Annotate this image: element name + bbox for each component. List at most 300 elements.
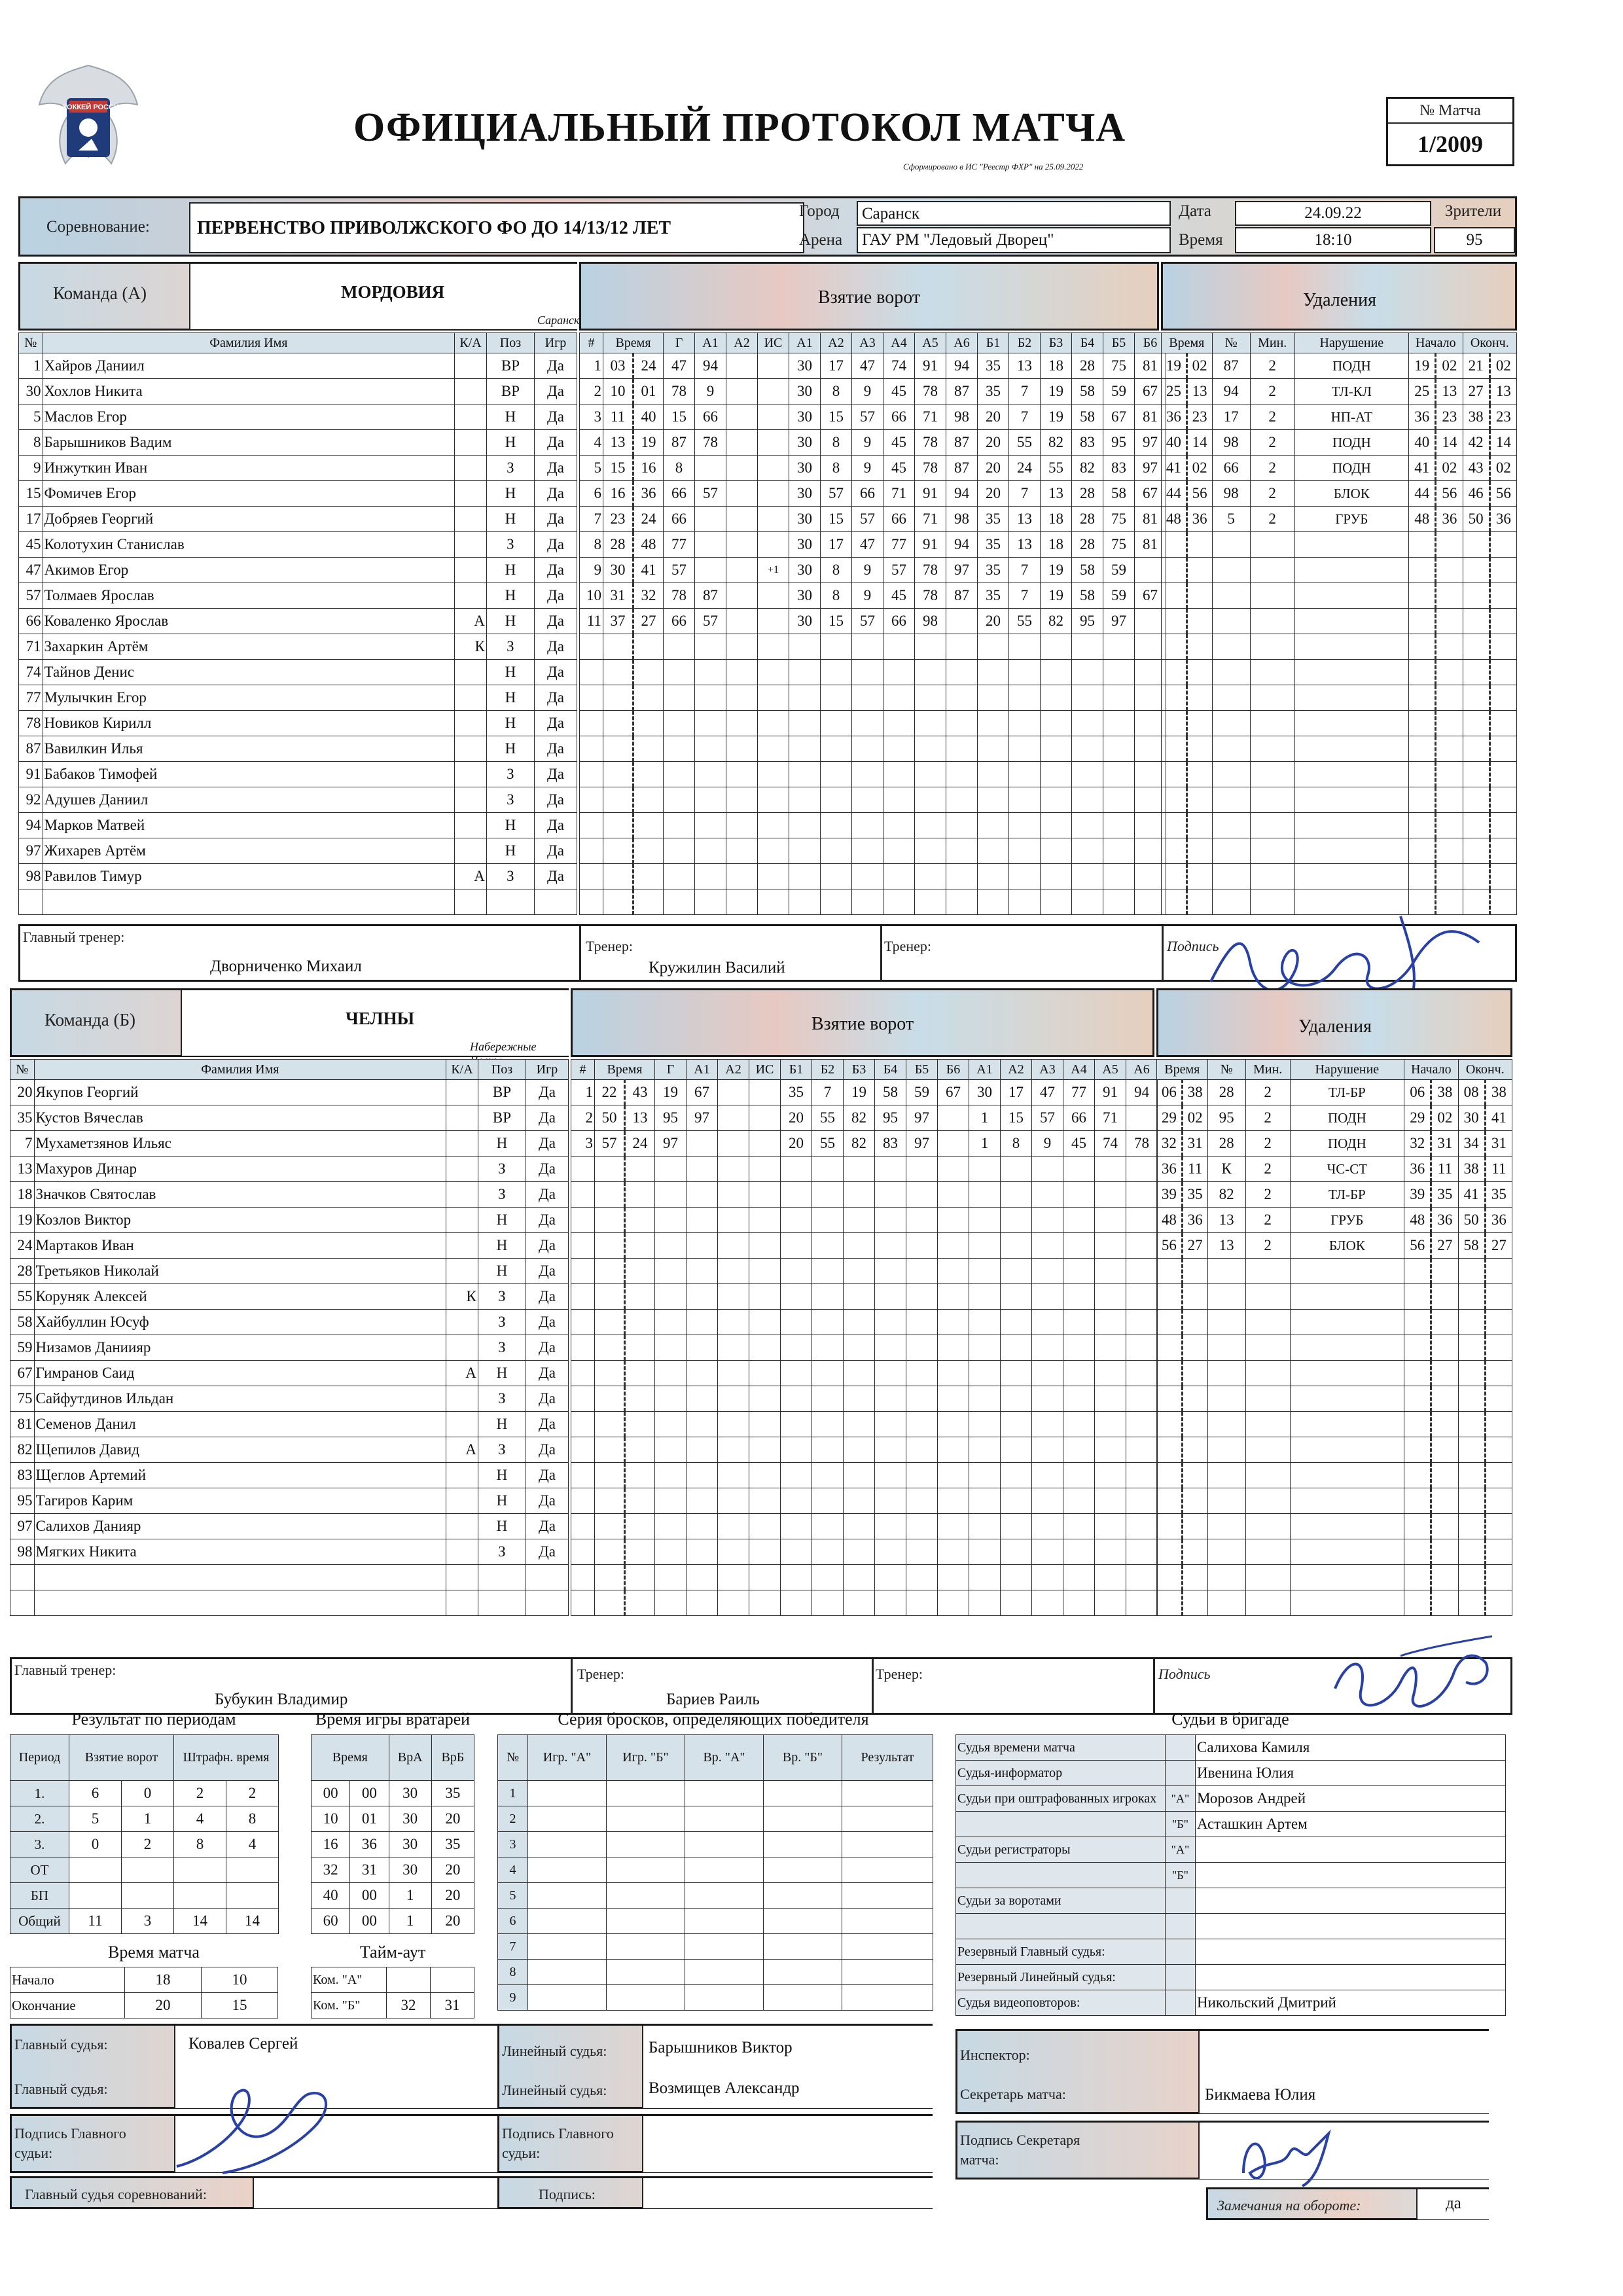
shootout-header-cell: Вр. "Б" (764, 1735, 842, 1781)
goalie-header-cell: ВрА (389, 1735, 431, 1781)
goal-cell (852, 813, 883, 838)
period-value: 2 (226, 1781, 279, 1806)
goal-cell (695, 456, 726, 481)
table-row (1157, 1259, 1512, 1284)
goal-cell (664, 838, 695, 864)
goal-cell (906, 1284, 938, 1310)
goal-cell (1095, 1284, 1126, 1310)
goal-cell (758, 430, 789, 456)
pen-time-min: 19 (1162, 353, 1187, 379)
goal-cell: 98 (915, 609, 946, 634)
goal-cell: 81 (1135, 532, 1166, 558)
pen-start-sec (1431, 1310, 1458, 1335)
shootout-cell (764, 1806, 842, 1832)
player-played: Да (534, 507, 577, 532)
pen-infraction (1290, 1386, 1404, 1412)
player-played (526, 1590, 568, 1616)
goal-cell (687, 1208, 718, 1233)
player-position: З (478, 1284, 526, 1310)
goal-cell (844, 1488, 875, 1514)
pen-time-sec: 02 (1186, 456, 1212, 481)
pen-start-min: 19 (1409, 353, 1436, 379)
pen-time-min (1162, 583, 1187, 609)
table-row (10, 1284, 569, 1310)
player-position: З (478, 1437, 526, 1463)
shootout-cell (842, 1909, 933, 1934)
goal-cell (695, 787, 726, 813)
pen-infraction (1290, 1335, 1404, 1361)
goal-cell (1041, 813, 1072, 838)
goal-cell: 67 (687, 1080, 718, 1105)
pen-start-sec (1431, 1488, 1458, 1514)
period-value: 5 (69, 1806, 122, 1832)
pen-player: 98 (1212, 481, 1250, 507)
goal-cell (938, 1463, 969, 1488)
goal-number: 8 (580, 532, 603, 558)
goal-cell (875, 1157, 906, 1182)
pen-player (1212, 711, 1250, 736)
goal-cell: 95 (875, 1105, 906, 1131)
goal-cell: 78 (664, 583, 695, 609)
goal-time (633, 736, 664, 762)
player-role (455, 813, 487, 838)
goal-number (571, 1335, 595, 1361)
timeout-b-label: Ком. "Б" (312, 1993, 387, 2018)
team-a-band (18, 262, 580, 331)
goal-number (571, 1361, 595, 1386)
pen-end-sec (1485, 1335, 1512, 1361)
team-a-name: МОРДОВИЯ (341, 282, 445, 302)
goal-cell (1126, 1565, 1158, 1590)
player-position: Н (486, 481, 534, 507)
table-row (580, 838, 1166, 864)
player-number: 5 (19, 404, 43, 430)
goal-cell (695, 685, 726, 711)
goal-cell (687, 1182, 718, 1208)
table-row (1162, 685, 1517, 711)
goal-cell (915, 685, 946, 711)
pen-start-sec: 02 (1436, 456, 1463, 481)
player-role (455, 711, 487, 736)
goal-cell (1095, 1539, 1126, 1565)
goal-cell (883, 685, 915, 711)
player-name: Захаркин Артём (43, 634, 455, 660)
player-number: 92 (19, 787, 43, 813)
player-played: Да (526, 1131, 568, 1157)
table-row (19, 532, 577, 558)
table-row (571, 1488, 1158, 1514)
goal-cell (655, 1182, 687, 1208)
pen-time-sec (1186, 864, 1212, 889)
table-row (312, 1857, 474, 1883)
goal-cell (875, 1386, 906, 1412)
goal-cell (1009, 838, 1041, 864)
pen-minutes (1250, 711, 1294, 736)
pen-player: 28 (1207, 1131, 1245, 1157)
pen-end-min: 30 (1458, 1105, 1485, 1131)
pen-end-sec (1489, 762, 1516, 787)
goals-header-cell: ИС (749, 1060, 781, 1080)
player-played: Да (526, 1259, 568, 1284)
secretary-signature (1230, 2121, 1348, 2193)
goal-cell: 47 (664, 353, 695, 379)
goal-cell (1032, 1590, 1063, 1616)
goal-cell (1009, 685, 1041, 711)
pen-time-min (1162, 838, 1187, 864)
goal-time: 30 (603, 558, 633, 583)
goal-time: 24 (633, 507, 664, 532)
goal-cell (1072, 762, 1103, 787)
goal-cell (1001, 1463, 1032, 1488)
goalie-time-value: 20 (431, 1857, 474, 1883)
pen-time-sec: 31 (1182, 1131, 1207, 1157)
table-row (19, 353, 577, 379)
table-row (1157, 1437, 1512, 1463)
period-name: 1. (10, 1781, 69, 1806)
table-row (580, 456, 1166, 481)
goal-time (625, 1412, 655, 1437)
team-b-pen-label: Удаления (1298, 1016, 1372, 1037)
goal-cell (938, 1284, 969, 1310)
pen-start-sec (1431, 1361, 1458, 1386)
goals-header-cell: Б6 (1135, 333, 1166, 353)
pen-end-min: 58 (1458, 1233, 1485, 1259)
goal-cell (655, 1233, 687, 1259)
goal-cell: 57 (1032, 1105, 1063, 1131)
pen-end-min (1463, 736, 1489, 762)
goal-cell (978, 711, 1009, 736)
goals-header-cell: Г (664, 333, 695, 353)
goal-cell (789, 889, 821, 915)
table-row (10, 1590, 569, 1616)
player-role (446, 1386, 478, 1412)
pen-end-min (1458, 1310, 1485, 1335)
pen-end-sec: 36 (1485, 1208, 1512, 1233)
goal-cell (758, 583, 789, 609)
goal-cell (758, 889, 789, 915)
pen-start-sec: 36 (1431, 1208, 1458, 1233)
goal-cell: 9 (695, 379, 726, 404)
pen-end-min: 34 (1458, 1131, 1485, 1157)
player-played: Да (526, 1080, 568, 1105)
pen-infraction (1290, 1310, 1404, 1335)
goal-cell: 59 (1103, 583, 1135, 609)
goal-cell (758, 736, 789, 762)
goal-cell (875, 1335, 906, 1361)
pen-minutes (1245, 1539, 1290, 1565)
goal-cell (812, 1259, 844, 1284)
goal-cell (718, 1233, 749, 1259)
pen-end-sec (1489, 813, 1516, 838)
goal-cell (883, 787, 915, 813)
table-row (580, 634, 1166, 660)
pen-start-min (1409, 711, 1436, 736)
goal-cell: 97 (687, 1105, 718, 1131)
goalie-time-title: Время игры вратарей (315, 1710, 471, 1729)
goal-cell (978, 864, 1009, 889)
goal-cell: 17 (821, 532, 852, 558)
pen-time-min (1157, 1488, 1183, 1514)
player-played: Да (526, 1386, 568, 1412)
team-a-coach2-label: Тренер: (884, 938, 932, 954)
pen-start-min (1409, 736, 1436, 762)
goal-cell (821, 762, 852, 787)
inspector-box (955, 2029, 1489, 2114)
pen-end-min (1463, 787, 1489, 813)
goal-cell (781, 1233, 812, 1259)
player-number (10, 1590, 35, 1616)
goal-cell (1095, 1335, 1126, 1361)
goal-time: 24 (625, 1131, 655, 1157)
goals-header-cell: А3 (852, 333, 883, 353)
shootout-cell (842, 1832, 933, 1857)
date-value: 24.09.22 (1304, 204, 1362, 222)
pen-end-min (1458, 1361, 1485, 1386)
goalie-time-value: 36 (350, 1832, 389, 1857)
player-role (446, 1310, 478, 1335)
goals-header-cell: # (580, 333, 603, 353)
pen-player (1212, 660, 1250, 685)
pen-player (1212, 787, 1250, 813)
shootout-cell (842, 1960, 933, 1985)
player-played: Да (534, 379, 577, 404)
pen-time-sec: 11 (1182, 1157, 1207, 1182)
goal-cell (718, 1105, 749, 1131)
goal-cell (1032, 1539, 1063, 1565)
pen-minutes (1245, 1488, 1290, 1514)
goal-cell: 30 (789, 583, 821, 609)
pen-time-min (1162, 634, 1187, 660)
player-number (19, 889, 43, 915)
pen-minutes (1250, 583, 1294, 609)
goal-cell: 77 (883, 532, 915, 558)
pen-start-min: 29 (1404, 1105, 1431, 1131)
pen-player (1207, 1565, 1245, 1590)
goal-time (603, 736, 633, 762)
pen-infraction (1290, 1412, 1404, 1437)
goal-time: 32 (633, 583, 664, 609)
player-number: 75 (10, 1386, 35, 1412)
pen-infraction (1290, 1488, 1404, 1514)
referee-team: "Б" (1166, 1863, 1196, 1888)
pen-infraction (1294, 532, 1409, 558)
pen-player (1212, 685, 1250, 711)
table-row (498, 1857, 933, 1883)
goal-cell (883, 634, 915, 660)
pen-minutes (1250, 685, 1294, 711)
goal-cell (938, 1157, 969, 1182)
goal-cell (695, 558, 726, 583)
goal-cell (1072, 889, 1103, 915)
goalie-header-cell: Время (312, 1735, 389, 1781)
goal-time (625, 1514, 655, 1539)
goal-cell (1126, 1259, 1158, 1284)
goal-cell (726, 404, 758, 430)
pen-player (1207, 1386, 1245, 1412)
player-position: З (478, 1157, 526, 1182)
goal-number: 1 (580, 353, 603, 379)
goal-cell (726, 762, 758, 787)
goal-number (571, 1386, 595, 1412)
pen-end-min (1463, 660, 1489, 685)
player-position: Н (486, 558, 534, 583)
goal-cell (687, 1335, 718, 1361)
team-b-penalties-table (1156, 1059, 1512, 1616)
goals-header-cell: А2 (718, 1060, 749, 1080)
pen-end-min (1463, 532, 1489, 558)
goal-cell (883, 711, 915, 736)
pen-time-min (1157, 1361, 1183, 1386)
table-row (580, 609, 1166, 634)
goal-cell (726, 481, 758, 507)
shootout-cell (685, 1806, 764, 1832)
pen-end-sec: 13 (1489, 379, 1516, 404)
pen-end-sec: 38 (1485, 1080, 1512, 1105)
player-position: Н (486, 430, 534, 456)
pen-start-sec (1431, 1590, 1458, 1616)
pen-minutes (1245, 1284, 1290, 1310)
goal-time (633, 838, 664, 864)
goal-cell (875, 1310, 906, 1335)
goal-cell (1095, 1182, 1126, 1208)
team-a-coach-label: Тренер: (586, 938, 633, 954)
goal-cell (1009, 711, 1041, 736)
pen-minutes: 2 (1250, 507, 1294, 532)
goal-cell (1126, 1539, 1158, 1565)
player-role (446, 1157, 478, 1182)
goals-header-cell: А1 (789, 333, 821, 353)
goal-cell (969, 1310, 1001, 1335)
goal-cell: 87 (946, 456, 978, 481)
player-position: ВР (486, 379, 534, 404)
table-row (1157, 1157, 1512, 1182)
table-row (571, 1565, 1158, 1590)
goal-cell (821, 711, 852, 736)
logo-text: ХОККЕЙ РОССИИ (62, 103, 124, 111)
goal-cell (758, 507, 789, 532)
player-name: Кустов Вячеслав (34, 1105, 446, 1131)
player-role (455, 430, 487, 456)
goal-cell: 83 (1103, 456, 1135, 481)
referee-team (1166, 1914, 1196, 1939)
goal-cell (1126, 1233, 1158, 1259)
player-number: 19 (10, 1208, 35, 1233)
table-row (956, 1888, 1506, 1914)
pen-start-min (1404, 1539, 1431, 1565)
pen-start-sec (1431, 1539, 1458, 1565)
goal-cell: 75 (1103, 532, 1135, 558)
page-title: ОФИЦИАЛЬНЫЙ ПРОТОКОЛ МАТЧА (353, 105, 1126, 150)
pen-time-min (1157, 1539, 1183, 1565)
player-played: Да (534, 481, 577, 507)
player-number: 67 (10, 1361, 35, 1386)
goal-cell (1001, 1590, 1032, 1616)
table-row (10, 1335, 569, 1361)
pen-start-min: 40 (1409, 430, 1436, 456)
goal-cell (844, 1412, 875, 1437)
pen-minutes (1250, 787, 1294, 813)
goal-cell (875, 1284, 906, 1310)
pen-minutes: 2 (1245, 1233, 1290, 1259)
player-played: Да (534, 430, 577, 456)
pen-end-min: 50 (1458, 1208, 1485, 1233)
roster-header-cell: Фамилия Имя (34, 1060, 446, 1080)
player-position: Н (478, 1488, 526, 1514)
goal-cell: 97 (1135, 456, 1166, 481)
pen-player: 82 (1207, 1182, 1245, 1208)
goal-cell: 17 (821, 353, 852, 379)
pen-player (1207, 1412, 1245, 1437)
goal-cell (1032, 1463, 1063, 1488)
pen-player: 87 (1212, 353, 1250, 379)
goal-cell (844, 1437, 875, 1463)
pen-minutes: 2 (1245, 1080, 1290, 1105)
pen-start-sec (1431, 1259, 1458, 1284)
pen-minutes (1245, 1463, 1290, 1488)
pen-end-min (1458, 1412, 1485, 1437)
goal-cell (883, 813, 915, 838)
goal-cell (1103, 685, 1135, 711)
sign-main-ref-box-2 (497, 2114, 933, 2173)
shootout-cell (842, 1934, 933, 1960)
goal-cell: 75 (1103, 353, 1135, 379)
goal-cell (655, 1335, 687, 1361)
pen-start-sec (1431, 1335, 1458, 1361)
goal-cell: 66 (695, 404, 726, 430)
spectators-value: 95 (1466, 231, 1483, 249)
referee-name: Ивенина Юлия (1196, 1761, 1506, 1786)
pen-end-sec: 35 (1485, 1182, 1512, 1208)
goal-cell: 47 (852, 353, 883, 379)
player-number: 47 (19, 558, 43, 583)
player-number: 1 (19, 353, 43, 379)
goal-cell (749, 1131, 781, 1157)
goal-cell: 13 (1009, 532, 1041, 558)
player-role (455, 889, 487, 915)
goal-cell: 20 (978, 609, 1009, 634)
team-b-signature-label: Подпись (1158, 1666, 1211, 1682)
pen-time-sec (1182, 1310, 1207, 1335)
pen-end-sec (1489, 711, 1516, 736)
goal-cell (718, 1386, 749, 1412)
pen-infraction (1290, 1514, 1404, 1539)
table-row (580, 864, 1166, 889)
goal-number (571, 1539, 595, 1565)
goal-time (603, 634, 633, 660)
player-played: Да (526, 1233, 568, 1259)
pen-end-min (1463, 813, 1489, 838)
goal-cell: 28 (1072, 481, 1103, 507)
player-played: Да (534, 736, 577, 762)
table-row (1162, 711, 1517, 736)
line-ref-1: Барышников Виктор (649, 2039, 793, 2056)
pen-infraction: НП-АТ (1294, 404, 1409, 430)
goal-cell: 91 (915, 481, 946, 507)
pen-time-min: 25 (1162, 379, 1187, 404)
goal-cell (1072, 864, 1103, 889)
goal-time (603, 660, 633, 685)
goals-header-cell: Б1 (978, 333, 1009, 353)
goal-cell (749, 1080, 781, 1105)
goal-cell (726, 583, 758, 609)
shootout-cell (607, 1909, 685, 1934)
pen-end-min (1463, 838, 1489, 864)
goal-cell (1001, 1157, 1032, 1182)
pen-start-sec (1431, 1437, 1458, 1463)
match-number-box (1386, 97, 1514, 166)
pen-start-sec (1431, 1463, 1458, 1488)
goal-cell (969, 1259, 1001, 1284)
